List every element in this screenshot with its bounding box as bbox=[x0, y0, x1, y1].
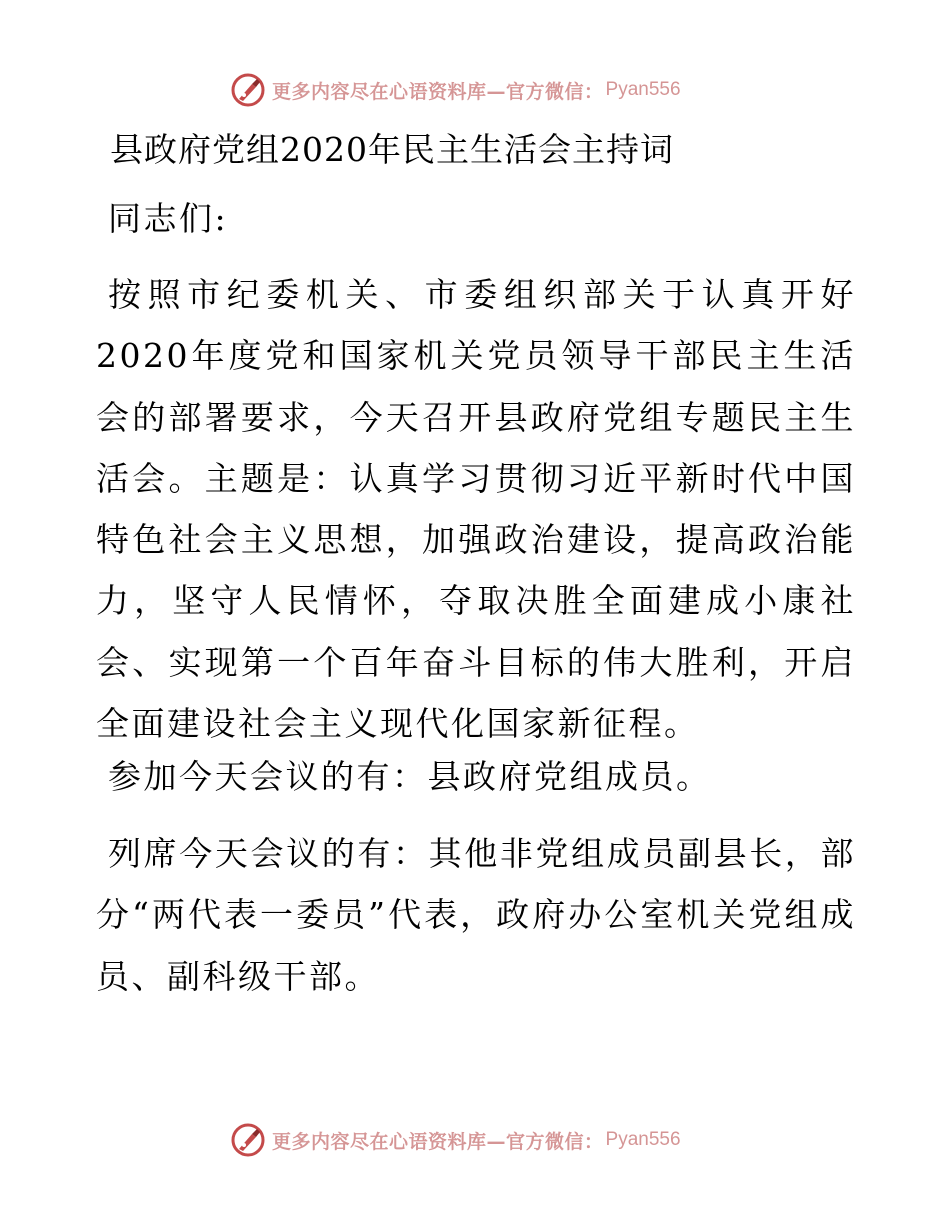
body-paragraph: 按照市纪委机关、市委组织部关于认真开好2020年度党和国家机关党员领导干部民主生活会的部署要求，今天召开县政府党组专题民主生活会。主题是：认真学习贯彻习近平新时代中国特色社会主义思想，加强政治建设，提高政治能力，坚守人民情怀，夺取决胜全面建成小康社会、实现第一个百年奋斗目标的伟大胜利，开启全面建设社会主义现代化国家新征程。 bbox=[96, 275, 856, 744]
footer-watermark bbox=[230, 1122, 681, 1158]
observers-paragraph: 列席今天会议的有：其他非党组成员副县长，部分“两代表一委员”代表，政府办公室机关党组成员、副科级干部。 bbox=[96, 834, 856, 996]
document-title: 县政府党组2020年民主生活会主持词 bbox=[110, 130, 674, 169]
watermark-text: 更多内容尽在心语资料库—官方微信： bbox=[272, 1130, 604, 1153]
pen-logo-icon bbox=[230, 72, 266, 108]
watermark-wechat-id: Pyan556 bbox=[605, 1129, 681, 1150]
pen-logo-icon bbox=[230, 1122, 266, 1158]
watermark-text: 更多内容尽在心语资料库—官方微信： bbox=[272, 80, 604, 103]
attendees-paragraph: 参加今天会议的有：县政府党组成员。 bbox=[108, 757, 712, 796]
greeting: 同志们: bbox=[108, 199, 229, 238]
header-watermark bbox=[230, 72, 681, 108]
watermark-wechat-id: Pyan556 bbox=[605, 79, 681, 100]
